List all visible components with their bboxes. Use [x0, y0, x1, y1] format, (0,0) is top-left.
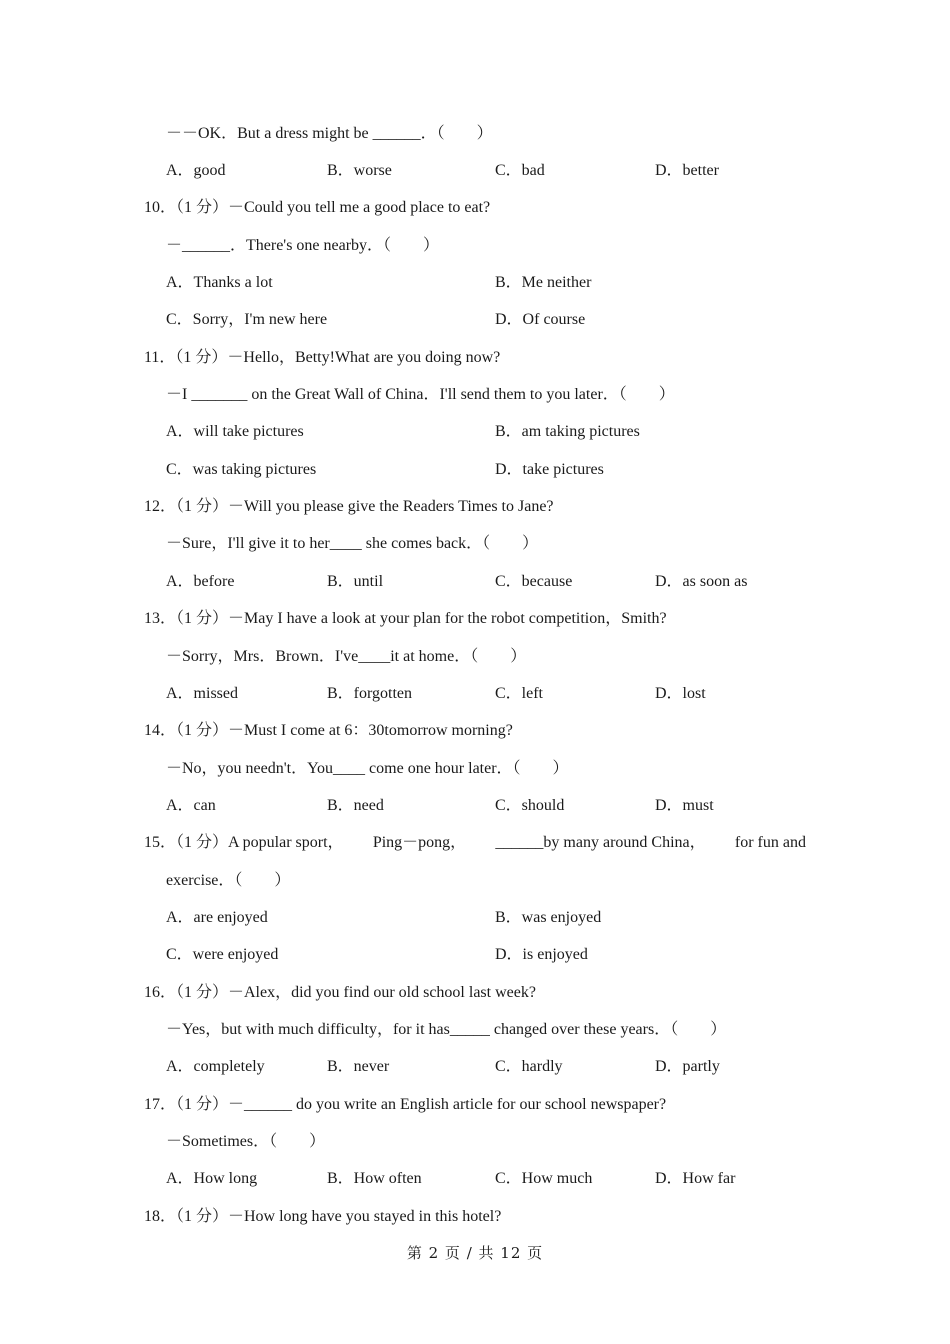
q11-option-a[interactable]: A．will take pictures — [166, 423, 304, 440]
q15-stem-part-3: ______by many around China， — [495, 834, 706, 851]
q12-option-d[interactable]: D．as soon as — [655, 573, 748, 590]
q9-option-b[interactable]: B．worse — [327, 162, 392, 179]
q13-option-d[interactable]: D．lost — [655, 685, 706, 702]
q15-stem — [144, 833, 806, 853]
q17-answer-line: －Sometimes．（ ） — [166, 1133, 326, 1150]
q16-option-d[interactable]: D．partly — [655, 1058, 720, 1075]
page-footer: 第 2 页 / 共 12 页 — [406, 1244, 544, 1262]
q13-option-b[interactable]: B．forgotten — [327, 685, 413, 702]
q15-stem-part-4: for fun and — [734, 834, 806, 851]
q15-option-b[interactable]: B．was enjoyed — [495, 909, 602, 926]
q10-answer-line: －______．There's one nearby．（ ） — [166, 237, 440, 254]
q14-option-d[interactable]: D．must — [655, 797, 714, 814]
q11-option-d[interactable]: D．take pictures — [495, 461, 604, 478]
q13-option-a[interactable]: A．missed — [166, 685, 239, 702]
q9-answer-line: －－OK．But a dress might be ______．（ ） — [166, 125, 493, 142]
q14-option-b[interactable]: B．need — [327, 797, 384, 814]
q17-option-d[interactable]: D．How far — [655, 1170, 736, 1187]
q11-stem: 11．（1 分）－Hello，Betty!What are you doing now? — [144, 349, 501, 366]
q10-option-c[interactable]: C．Sorry，I'm new here — [166, 311, 328, 328]
q18-stem: 18．（1 分）－How long have you stayed in this hotel? — [144, 1208, 502, 1225]
q11-option-c[interactable]: C．was taking pictures — [166, 461, 317, 478]
q10-option-d[interactable]: D．Of course — [495, 311, 586, 328]
q14-option-c[interactable]: C．should — [495, 797, 565, 814]
q12-option-a[interactable]: A．before — [166, 573, 235, 590]
q15-stem-part-1: 15．（1 分）A popular sport， — [144, 834, 344, 851]
q9-option-a[interactable]: A．good — [166, 162, 226, 179]
q14-option-a[interactable]: A．can — [166, 797, 216, 814]
q16-answer-line: －Yes，but with much difficulty，for it has_____ changed over these years．（ ） — [166, 1021, 727, 1038]
q14-answer-line: －No，you needn't．You____ come one hour later．（ ） — [166, 760, 569, 777]
q11-answer-line: －I _______ on the Great Wall of China．I'll send them to you later．（ ） — [166, 386, 675, 403]
q12-option-c[interactable]: C．because — [495, 573, 573, 590]
q17-option-a[interactable]: A．How long — [166, 1170, 258, 1187]
q10-option-b[interactable]: B．Me neither — [495, 274, 592, 291]
q9-option-c[interactable]: C．bad — [495, 162, 545, 179]
q11-option-b[interactable]: B．am taking pictures — [495, 423, 640, 440]
q13-stem: 13．（1 分）－May I have a look at your plan for the robot competition，Smith? — [144, 610, 667, 627]
q15-option-c[interactable]: C．were enjoyed — [166, 946, 279, 963]
q16-option-c[interactable]: C．hardly — [495, 1058, 563, 1075]
q9-option-d[interactable]: D．better — [655, 162, 719, 179]
q17-stem: 17．（1 分）－______ do you write an English article for our school newspaper? — [144, 1096, 667, 1113]
q12-option-b[interactable]: B．until — [327, 573, 384, 590]
q16-stem: 16．（1 分）－Alex，did you find our old school last week? — [144, 984, 536, 1001]
q13-option-c[interactable]: C．left — [495, 685, 543, 702]
q15-option-a[interactable]: A．are enjoyed — [166, 909, 268, 926]
q16-option-b[interactable]: B．never — [327, 1058, 390, 1075]
q17-option-c[interactable]: C．How much — [495, 1170, 593, 1187]
q14-stem: 14．（1 分）－Must I come at 6：30tomorrow morning? — [144, 722, 513, 739]
q13-answer-line: －Sorry，Mrs．Brown．I've____it at home．（ ） — [166, 648, 527, 665]
q16-option-a[interactable]: A．completely — [166, 1058, 265, 1075]
q15-option-d[interactable]: D．is enjoyed — [495, 946, 588, 963]
q10-option-a[interactable]: A．Thanks a lot — [166, 274, 273, 291]
q17-option-b[interactable]: B．How often — [327, 1170, 422, 1187]
q15-stem-continued: exercise．（ ） — [166, 872, 291, 889]
q12-answer-line: －Sure，I'll give it to her____ she comes back．（ ） — [166, 535, 539, 552]
q12-stem: 12．（1 分）－Will you please give the Readers Times to Jane? — [144, 498, 554, 515]
q15-stem-part-2: Ping－pong， — [372, 834, 467, 851]
q10-stem: 10．（1 分）－Could you tell me a good place to eat? — [144, 199, 491, 216]
